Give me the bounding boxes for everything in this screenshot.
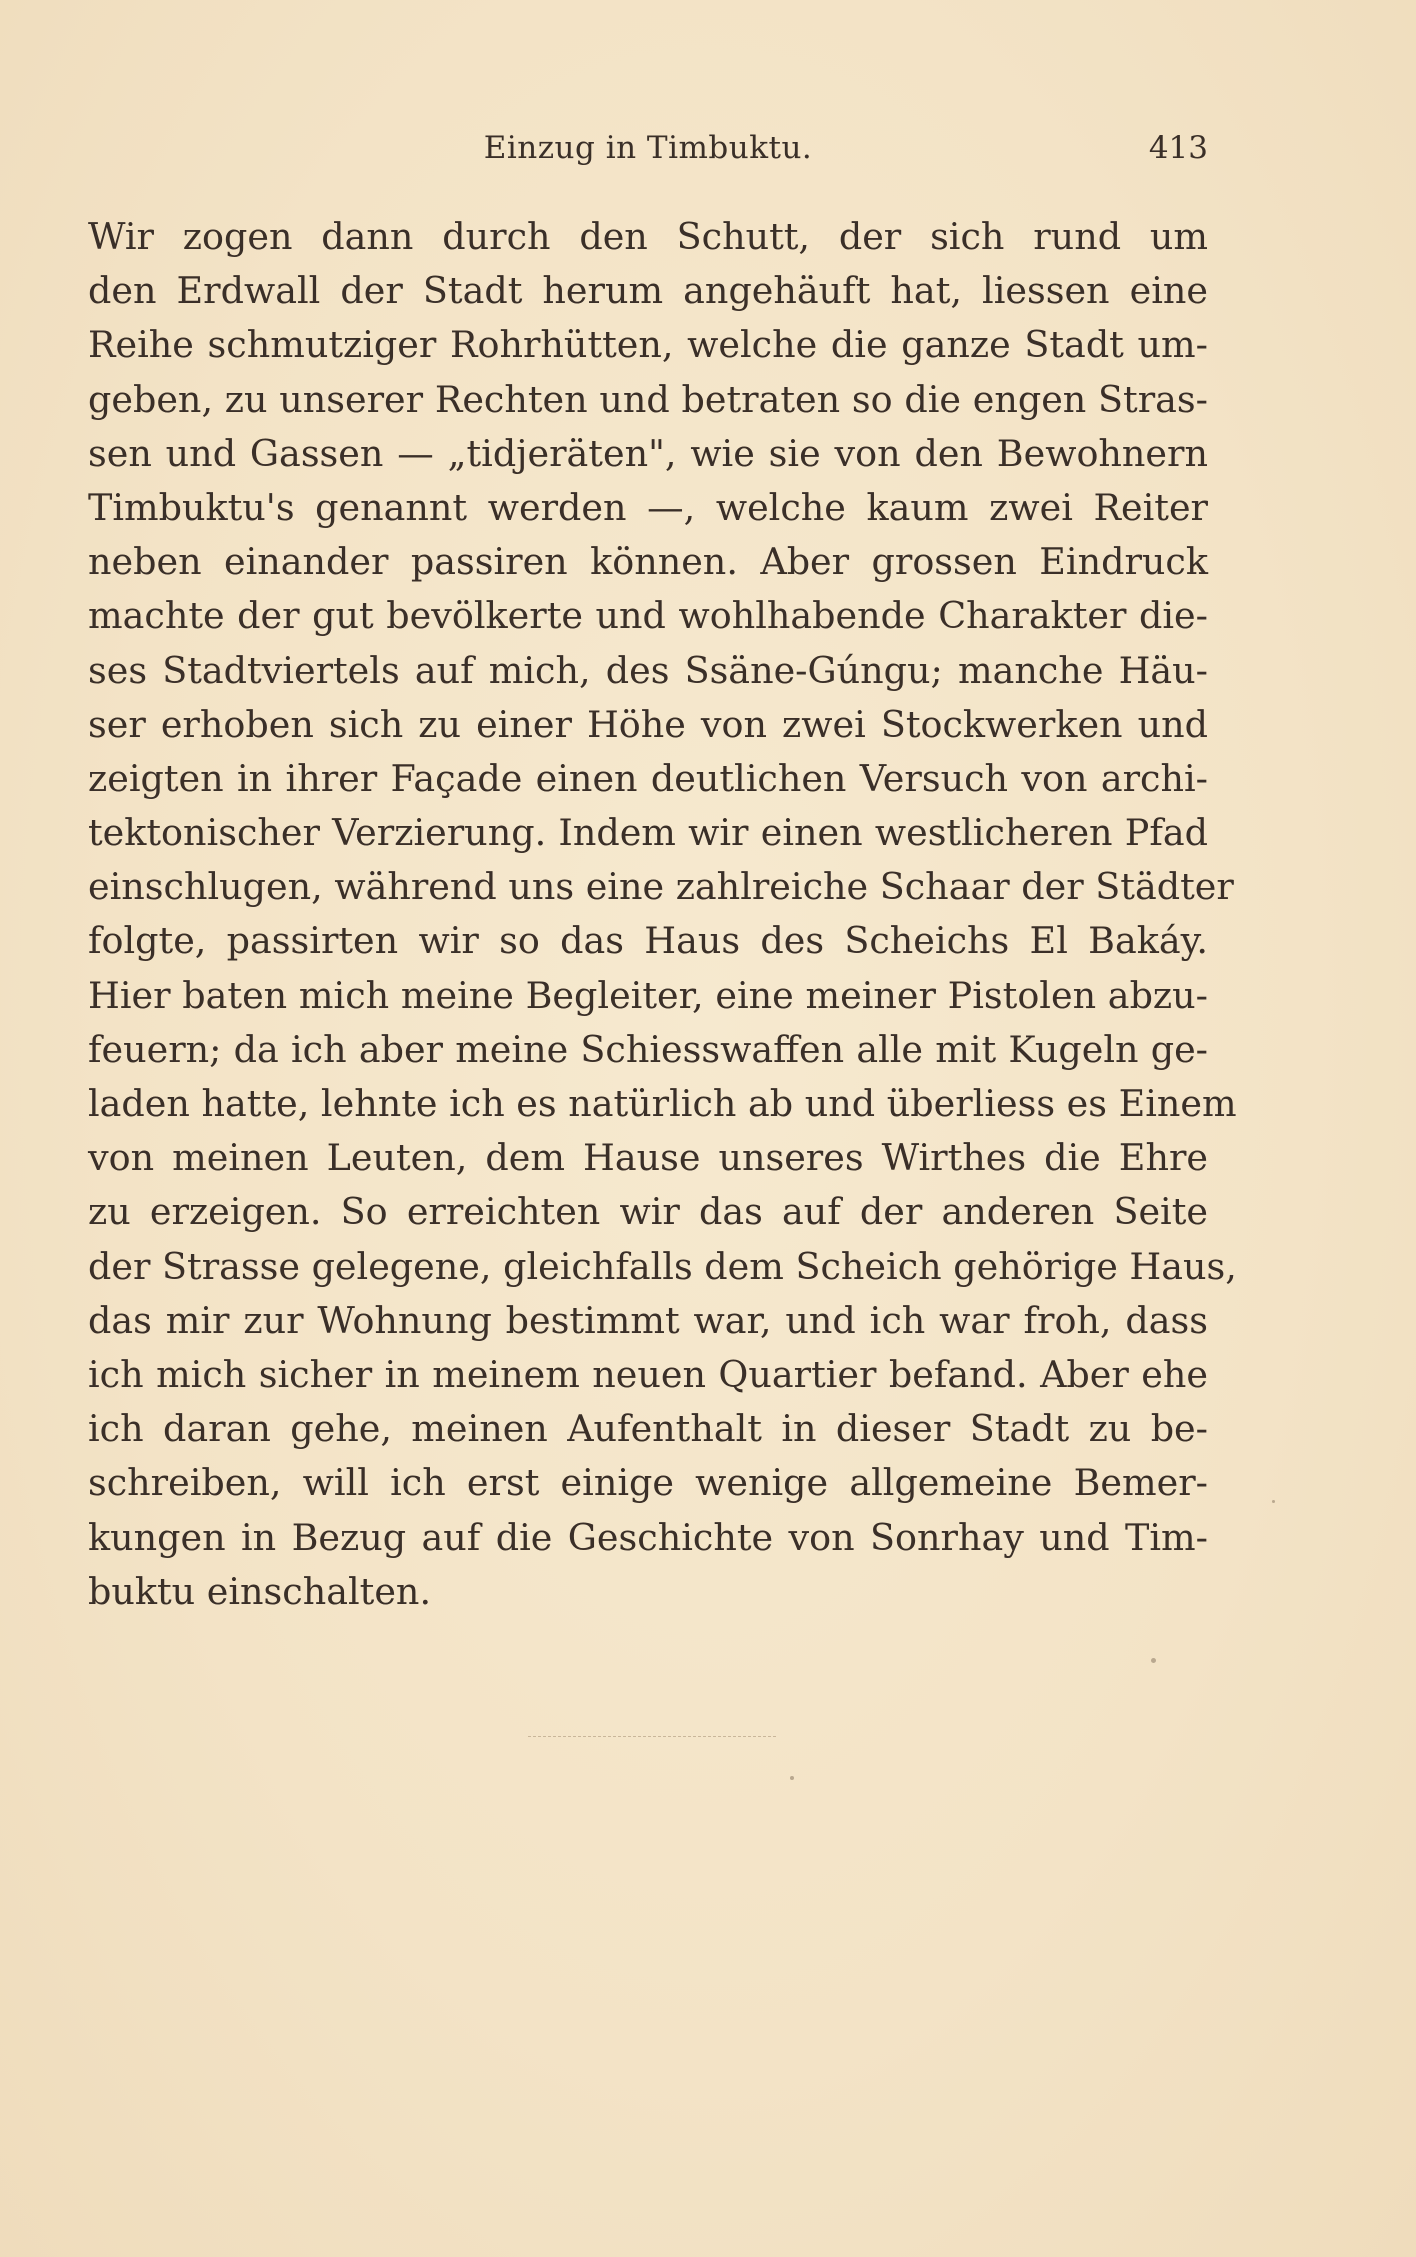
paper-speck <box>1151 1658 1156 1663</box>
text-line: feuern; da ich aber meine Schiesswaffen alle mit Kugeln ge- <box>88 1027 1208 1071</box>
section-rule <box>528 1736 776 1737</box>
text-line: Reihe schmutziger Rohrhütten, welche die ganze Stadt um- <box>88 323 1208 367</box>
text-line: sen und Gassen — „tidjeräten", wie sie von den Bewohnern <box>88 431 1208 475</box>
text-line: Hier baten mich meine Begleiter, eine meiner Pistolen abzu- <box>88 973 1208 1017</box>
text-line: laden hatte, lehnte ich es natürlich ab und überliess es Einem <box>88 1082 1237 1125</box>
text-line: folgte, passirten wir so das Haus des Scheichs El Bakáy. <box>88 919 1208 963</box>
text-line: das mir zur Wohnung bestimmt war, und ich war froh, dass <box>88 1298 1208 1342</box>
text-line: buktu einschalten. <box>88 1569 432 1613</box>
text-line: tektonischer Verzierung. Indem wir einen westlicheren Pfad <box>88 811 1208 855</box>
paper-speck <box>1272 1500 1275 1503</box>
paper-speck <box>790 1776 794 1780</box>
page-number: 413 <box>1148 130 1208 166</box>
text-line: ich daran gehe, meinen Aufenthalt in dieser Stadt zu be- <box>88 1407 1208 1451</box>
text-line: den Erdwall der Stadt herum angehäuft hat, liessen eine <box>88 269 1208 313</box>
text-line: kungen in Bezug auf die Geschichte von Sonrhay und Tim- <box>88 1515 1208 1559</box>
text-line: ich mich sicher in meinem neuen Quartier befand. Aber ehe <box>88 1352 1208 1396</box>
text-line: der Strasse gelegene, gleichfalls dem Scheich gehörige Haus, <box>88 1244 1237 1288</box>
text-line: von meinen Leuten, dem Hause unseres Wirthes die Ehre <box>88 1136 1208 1180</box>
text-line: ses Stadtviertels auf mich, des Ssäne-Gúngu; manche Häu- <box>88 648 1208 692</box>
text-line: ser erhoben sich zu einer Höhe von zwei Stockwerken und <box>88 702 1208 746</box>
text-line: schreiben, will ich erst einige wenige allgemeine Bemer- <box>88 1461 1208 1505</box>
body-text <box>88 210 1237 1619</box>
text-line: machte der gut bevölkerte und wohlhabende Charakter die- <box>88 594 1208 638</box>
text-line: einschlugen, während uns eine zahlreiche Schaar der Städter <box>88 865 1234 909</box>
text-line: Timbuktu's genannt werden —, welche kaum zwei Reiter <box>88 485 1208 529</box>
running-title: Einzug in Timbuktu. <box>483 130 813 166</box>
text-line: neben einander passiren können. Aber grossen Eindruck <box>88 540 1208 584</box>
text-line: zeigten in ihrer Façade einen deutlichen Versuch von archi- <box>88 756 1208 800</box>
text-line: zu erzeigen. So erreichten wir das auf der anderen Seite <box>88 1190 1208 1234</box>
running-head <box>88 130 1208 170</box>
text-line: geben, zu unserer Rechten und betraten so die engen Stras- <box>88 377 1208 421</box>
text-line: Wir zogen dann durch den Schutt, der sich rund um <box>88 215 1208 258</box>
